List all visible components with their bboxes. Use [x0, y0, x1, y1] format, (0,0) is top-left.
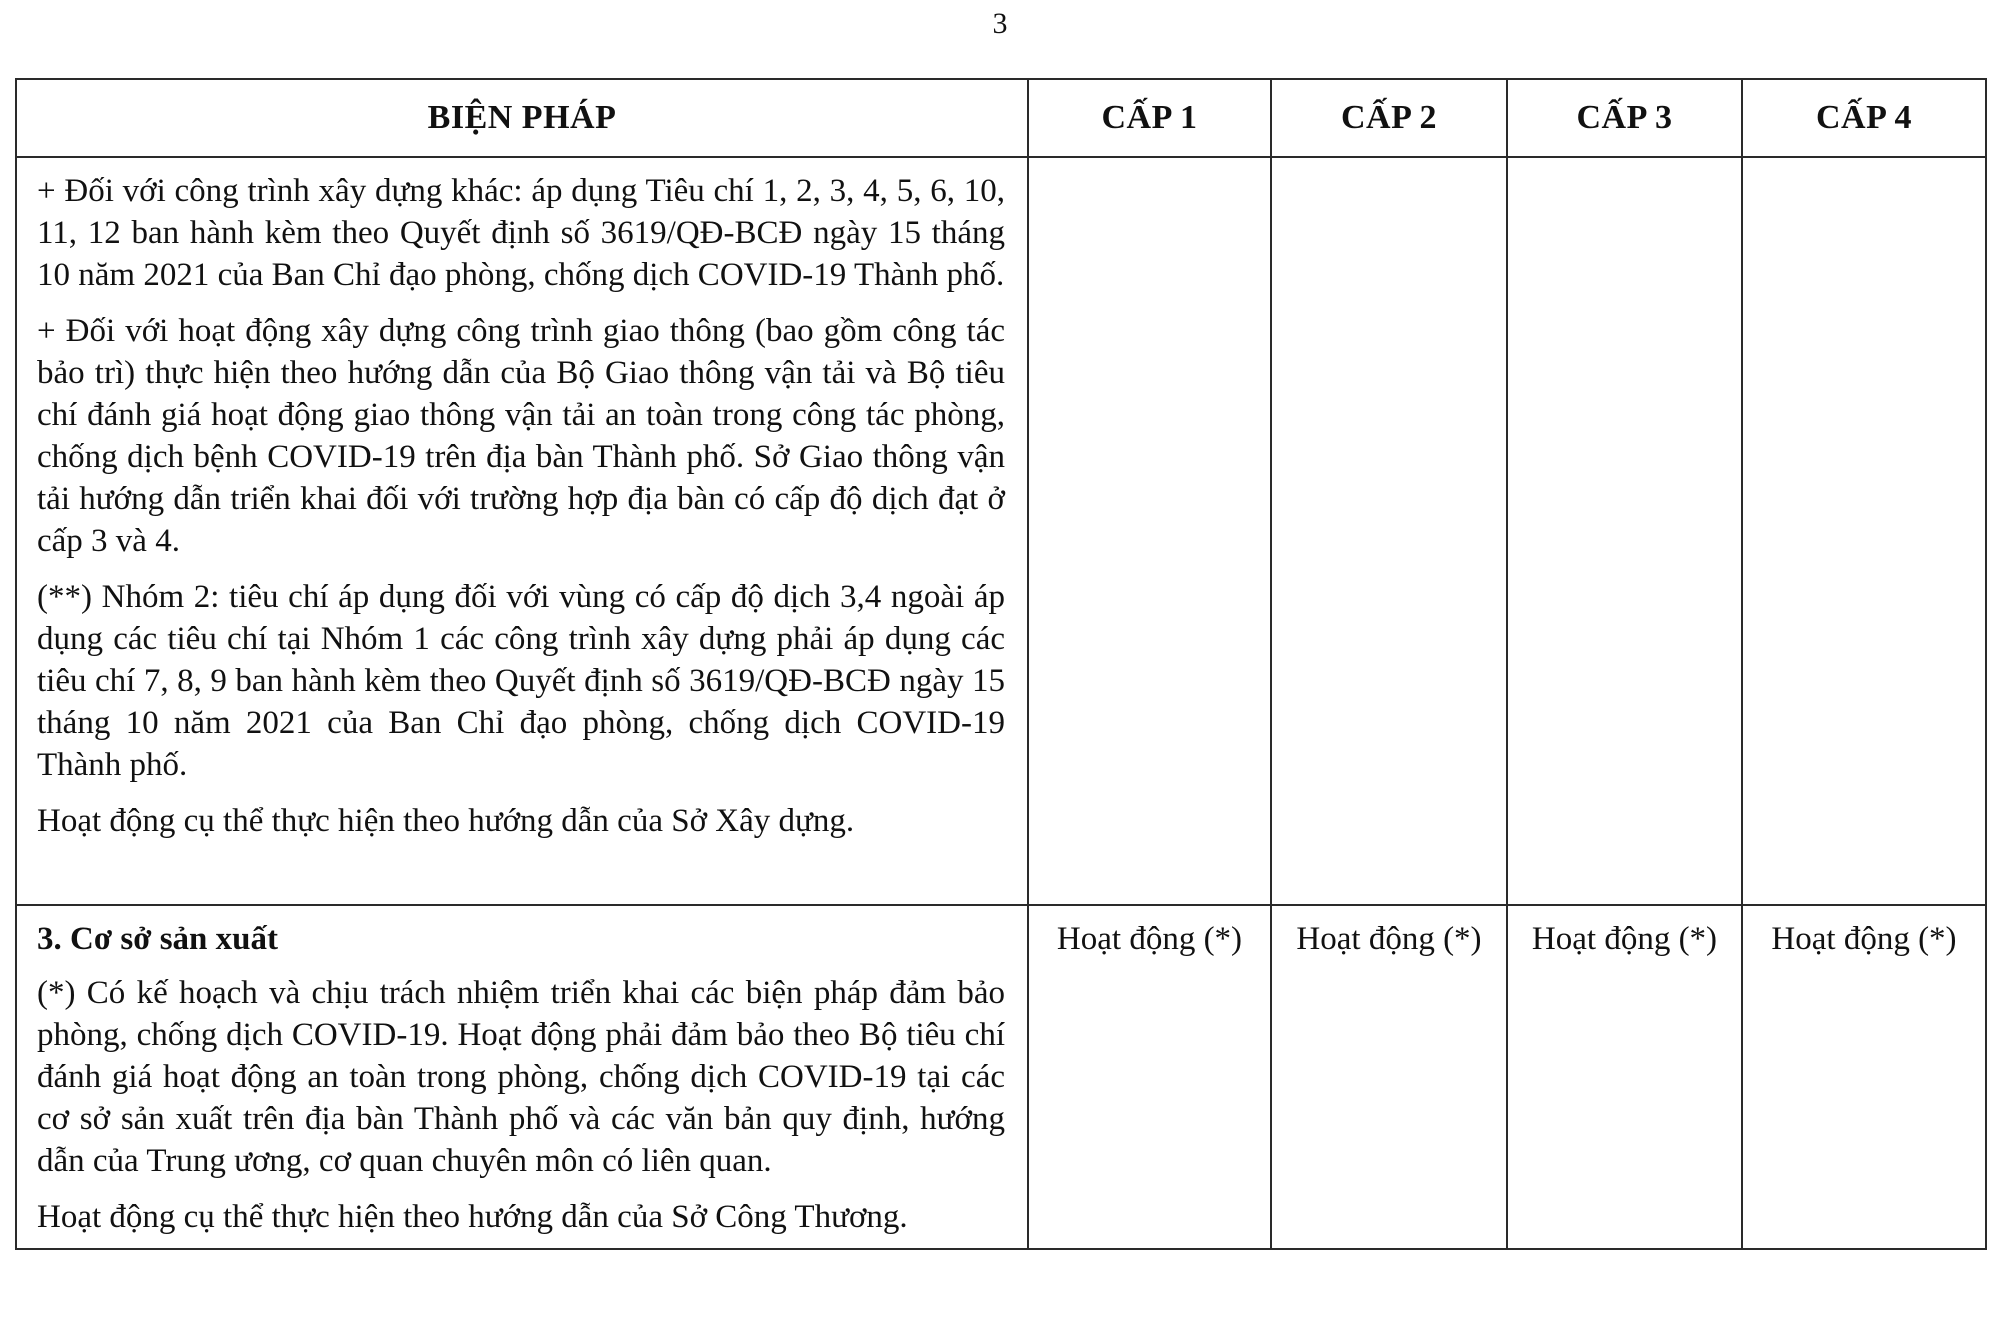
production-paragraph-plan: (*) Có kế hoạch và chịu trách nhiệm triển khai các biện pháp đảm bảo phòng, chống dịch COVID-19. Hoạt động phải đảm bảo theo Bộ tiêu chí đánh giá hoạt động an toàn trong phòng, chống dịch COVID-19 tại các cơ sở sản xuất trên địa bàn Thành phố và các văn bản quy định, hướng dẫn của Trung ương, cơ quan chuyên môn có liên quan.	[37, 975, 1005, 1179]
construction-paragraph-guidance: Hoạt động cụ thể thực hiện theo hướng dẫn của Sở Xây dựng.	[37, 803, 855, 839]
page-number: 3	[992, 7, 1008, 40]
production-section-title: 3. Cơ sở sản xuất	[37, 921, 279, 957]
header-level-3: CẤP 3	[1507, 79, 1742, 157]
construction-level-4-cell	[1742, 157, 1986, 905]
header-level-4: CẤP 4	[1742, 79, 1986, 157]
construction-paragraph-other-works: + Đối với công trình xây dựng khác: áp dụng Tiêu chí 1, 2, 3, 4, 5, 6, 10, 11, 12 ban hành kèm theo Quyết định số 3619/QĐ-BCĐ ngày 15 tháng 10 năm 2021 của Ban Chỉ đạo phòng, chống dịch COVID-19 Thành phố.	[37, 173, 1005, 293]
construction-level-3-cell	[1507, 157, 1742, 905]
construction-paragraph-transport-works: + Đối với hoạt động xây dựng công trình giao thông (bao gồm công tác bảo trì) thực hiện theo hướng dẫn của Bộ Giao thông vận tải và Bộ tiêu chí đánh giá hoạt động giao thông vận tải an toàn trong công tác phòng, chống dịch bệnh COVID-19 trên địa bàn Thành phố. Sở Giao thông vận tải hướng dẫn triển khai đối với trường hợp địa bàn có cấp độ dịch đạt ở cấp 3 và 4.	[37, 313, 1005, 559]
construction-measures-cell	[16, 157, 1028, 905]
header-measure: BIỆN PHÁP	[16, 79, 1028, 157]
production-level-2-cell: Hoạt động (*)	[1271, 905, 1507, 1249]
measures-table	[15, 78, 1987, 1250]
production-level-1-cell: Hoạt động (*)	[1028, 905, 1271, 1249]
header-level-2: CẤP 2	[1271, 79, 1507, 157]
production-level-4-cell: Hoạt động (*)	[1742, 905, 1986, 1249]
construction-level-1-cell	[1028, 157, 1271, 905]
construction-level-2-cell	[1271, 157, 1507, 905]
production-paragraph-guidance: Hoạt động cụ thể thực hiện theo hướng dẫn của Sở Công Thương.	[37, 1199, 908, 1235]
production-measures-cell	[16, 905, 1028, 1249]
construction-paragraph-group-2: (**) Nhóm 2: tiêu chí áp dụng đối với vùng có cấp độ dịch 3,4 ngoài áp dụng các tiêu chí tại Nhóm 1 các công trình xây dựng phải áp dụng các tiêu chí 7, 8, 9 ban hành kèm theo Quyết định số 3619/QĐ-BCĐ ngày 15 tháng 10 năm 2021 của Ban Chỉ đạo phòng, chống dịch COVID-19 Thành phố.	[37, 579, 1005, 783]
header-level-1: CẤP 1	[1028, 79, 1271, 157]
table-row-production	[16, 905, 1986, 1249]
table-header-row	[16, 79, 1986, 157]
table-row-construction	[16, 157, 1986, 905]
production-level-3-cell: Hoạt động (*)	[1507, 905, 1742, 1249]
